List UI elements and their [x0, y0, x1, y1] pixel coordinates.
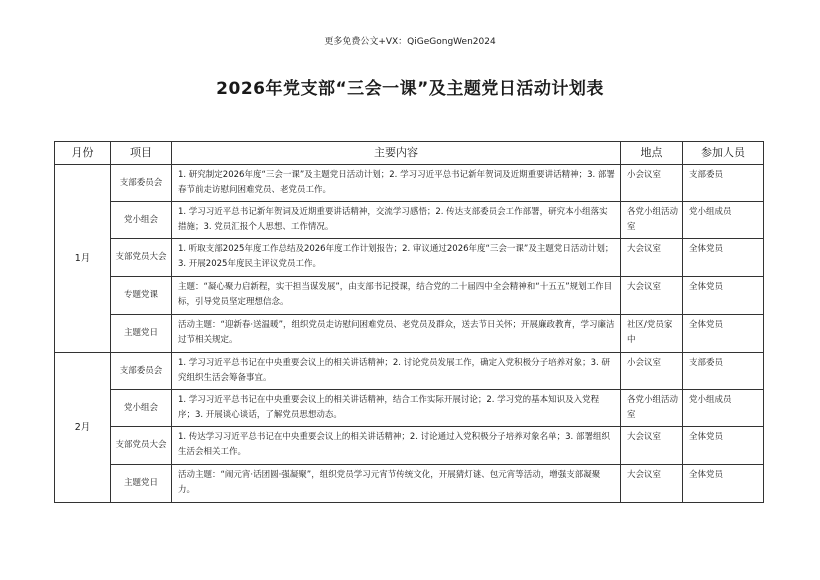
table-row [55, 353, 764, 390]
table-row [55, 315, 764, 353]
content-cell: 活动主题：“迎新春·送温暖”，组织党员走访慰问困难党员、老党员及群众，送去节日关怀；开展廉政教育，学习廉洁过节相关规定。 [172, 315, 621, 353]
location-cell: 大会议室 [621, 427, 683, 465]
table-row [55, 390, 764, 427]
content-cell: 1. 传达学习习近平总书记在中央重要会议上的相关讲话精神；2. 讨论通过入党积极分子培养对象名单；3. 部署组织生活会相关工作。 [172, 427, 621, 465]
content-cell: 1. 学习习近平总书记在中央重要会议上的相关讲话精神；2. 讨论党员发展工作，确定入党积极分子培养对象；3. 研究组织生活会筹备事宜。 [172, 353, 621, 390]
page-title: 2026年党支部“三会一课”及主题党日活动计划表 [216, 79, 604, 99]
header-month: 月份 [55, 142, 111, 165]
participants-cell: 全体党员 [683, 427, 764, 465]
table-row [55, 465, 764, 503]
content-cell: 主题：“凝心聚力启新程，实干担当谋发展”，由支部书记授课，结合党的二十届四中全会精神和“十五五”规划工作目标，引导党员坚定理想信念。 [172, 277, 621, 315]
item-cell: 支部委员会 [111, 165, 172, 202]
location-cell: 各党小组活动室 [621, 390, 683, 427]
table-row [55, 277, 764, 315]
table-row [55, 202, 764, 239]
table-header-row [55, 142, 764, 165]
item-cell: 主题党日 [111, 465, 172, 503]
item-cell: 专题党课 [111, 277, 172, 315]
location-cell: 小会议室 [621, 353, 683, 390]
location-cell: 大会议室 [621, 465, 683, 503]
content-cell: 1. 听取支部2025年度工作总结及2026年度工作计划报告；2. 审议通过2026年度“三会一课”及主题党日活动计划；3. 开展2025年度民主评议党员工作。 [172, 239, 621, 277]
location-cell: 大会议室 [621, 239, 683, 277]
content-cell: 1. 研究制定2026年度“三会一课”及主题党日活动计划；2. 学习习近平总书记新年贺词及近期重要讲话精神；3. 部署春节前走访慰问困难党员、老党员工作。 [172, 165, 621, 202]
header-participants: 参加人员 [683, 142, 764, 165]
content-cell: 活动主题：“闹元宵·话团圆·强凝聚”，组织党员学习元宵节传统文化，开展猜灯谜、包元宵等活动，增强支部凝聚力。 [172, 465, 621, 503]
item-cell: 支部委员会 [111, 353, 172, 390]
participants-cell: 全体党员 [683, 465, 764, 503]
participants-cell: 党小组成员 [683, 390, 764, 427]
participants-cell: 全体党员 [683, 277, 764, 315]
table-row [55, 165, 764, 202]
content-cell: 1. 学习习近平总书记新年贺词及近期重要讲话精神，交流学习感悟；2. 传达支部委员会工作部署，研究本小组落实措施；3. 党员汇报个人思想、工作情况。 [172, 202, 621, 239]
item-cell: 支部党员大会 [111, 427, 172, 465]
plan-table [54, 141, 764, 503]
table-row [55, 427, 764, 465]
participants-cell: 支部委员 [683, 165, 764, 202]
item-cell: 支部党员大会 [111, 239, 172, 277]
header-item: 项目 [111, 142, 172, 165]
item-cell: 主题党日 [111, 315, 172, 353]
month-cell: 1月 [55, 165, 111, 353]
location-cell: 大会议室 [621, 277, 683, 315]
header-content: 主要内容 [172, 142, 621, 165]
participants-cell: 党小组成员 [683, 202, 764, 239]
watermark-text: 更多免费公文+VX：QiGeGongWen2024 [324, 37, 496, 47]
participants-cell: 全体党员 [683, 315, 764, 353]
month-cell: 2月 [55, 353, 111, 503]
header-location: 地点 [621, 142, 683, 165]
location-cell: 小会议室 [621, 165, 683, 202]
item-cell: 党小组会 [111, 390, 172, 427]
participants-cell: 全体党员 [683, 239, 764, 277]
content-cell: 1. 学习习近平总书记在中央重要会议上的相关讲话精神，结合工作实际开展讨论；2. 学习党的基本知识及入党程序；3. 开展谈心谈话，了解党员思想动态。 [172, 390, 621, 427]
item-cell: 党小组会 [111, 202, 172, 239]
location-cell: 各党小组活动室 [621, 202, 683, 239]
participants-cell: 支部委员 [683, 353, 764, 390]
location-cell: 社区/党员家中 [621, 315, 683, 353]
table-row [55, 239, 764, 277]
